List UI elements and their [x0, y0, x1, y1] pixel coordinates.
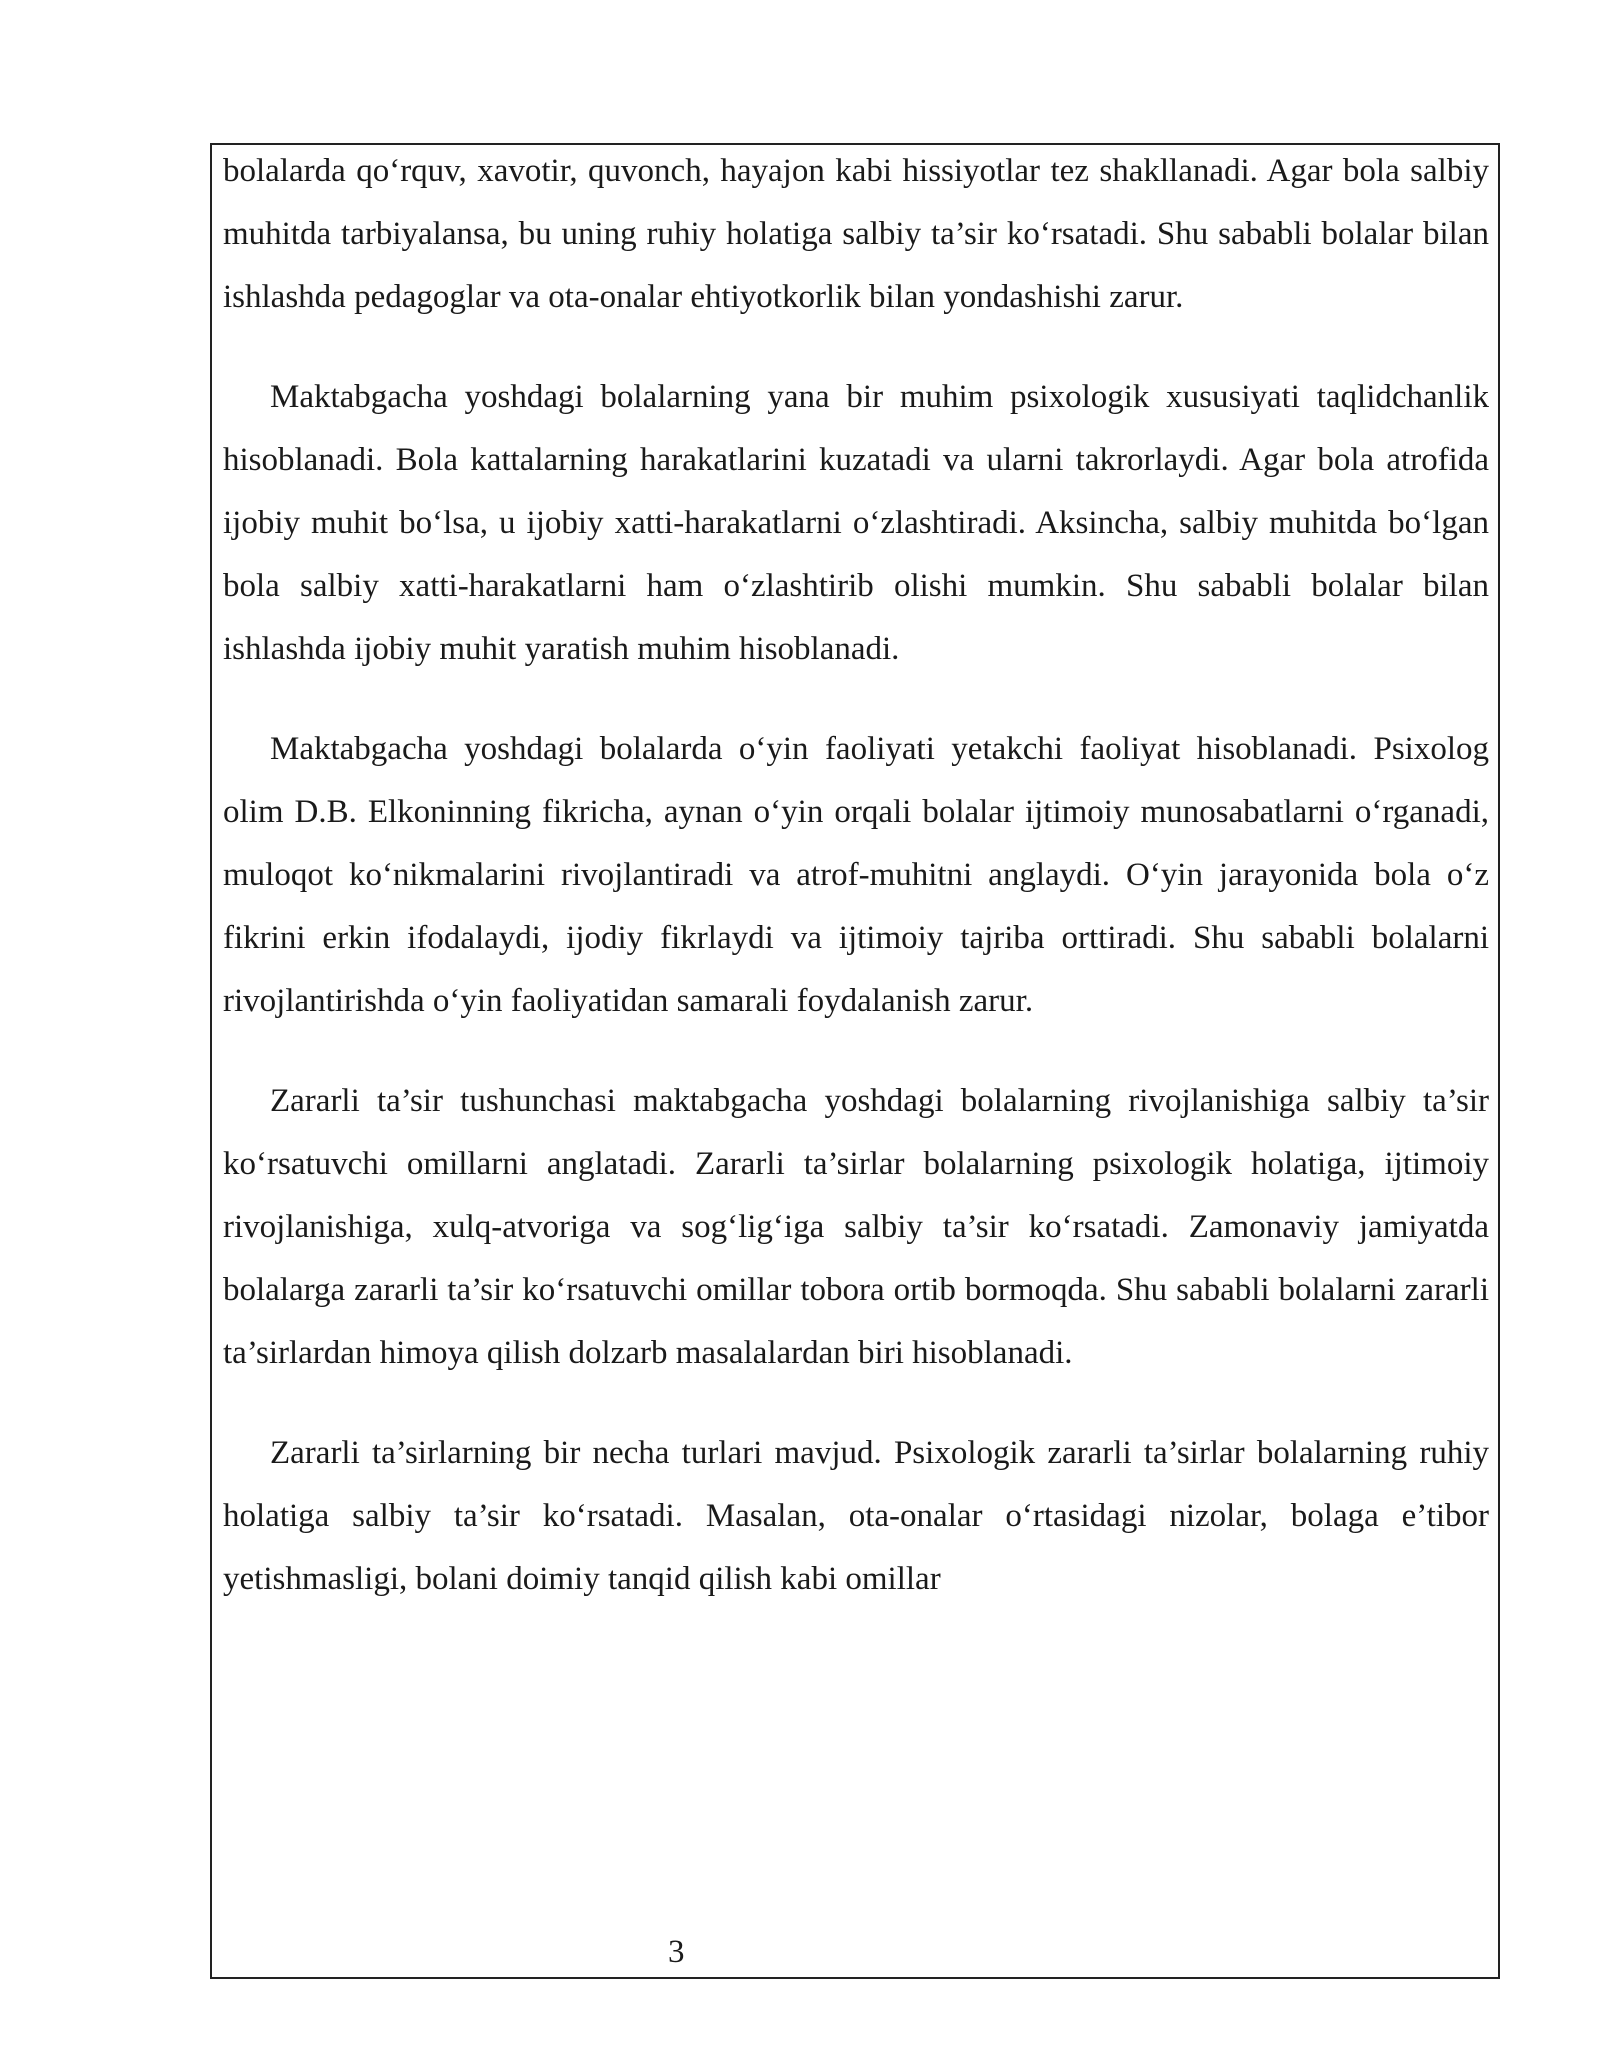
paragraph-4: Zararli ta’sir tushunchasi maktabgacha yoshdagi bolalarning rivojlanishiga salbiy ta’sir ko‘rsatuvchi omillarni anglatadi. Zararli ta’sirlar bolalarning psixologik holatiga, ijtimoiy rivojlanishiga, xulq-atvoriga va sog‘lig‘iga salbiy ta’sir ko‘rsatadi. Zamonaviy jamiyatda bolalarga zararli ta’sir ko‘rsatuvchi omillar tobora ortib bormoqda. Shu sababli bolalarni zararli ta’sirlardan himoya qilish dolzarb masalalardan biri hisoblanadi. [223, 1083, 1489, 1371]
paragraph-2: Maktabgacha yoshdagi bolalarning yana bir muhim psixologik xususiyati taqlidchanlik hisoblanadi. Bola kattalarning harakatlarini kuzatadi va ularni takrorlaydi. Agar bola atrofida ijobiy muhit bo‘lsa, u ijobiy xatti-harakatlarni o‘zlashtiradi. Aksincha, salbiy muhitda bo‘lgan bola salbiy xatti-harakatlarni ham o‘zlashtirib olishi mumkin. Shu sababli bolalar bilan ishlashda ijobiy muhit yaratish muhim hisoblanadi. [223, 379, 1489, 667]
document-body [223, 140, 1489, 1648]
paragraph-5: Zararli ta’sirlarning bir necha turlari mavjud. Psixologik zararli ta’sirlar bolalarning ruhiy holatiga salbiy ta’sir ko‘rsatadi. Masalan, ota-onalar o‘rtasidagi nizolar, bolaga e’tibor yetishmasligi, bolani doimiy tanqid qilish kabi omillar [223, 1435, 1489, 1597]
page-number: 3 [668, 1934, 685, 1970]
paragraph-1: bolalarda qo‘rquv, xavotir, quvonch, hayajon kabi hissiyotlar tez shakllanadi. Agar bola salbiy muhitda tarbiyalansa, bu uning ruhiy holatiga salbiy ta’sir ko‘rsatadi. Shu sababli bolalar bilan ishlashda pedagoglar va ota-onalar ehtiyotkorlik bilan yondashishi zarur. [223, 153, 1489, 315]
paragraph-3: Maktabgacha yoshdagi bolalarda o‘yin faoliyati yetakchi faoliyat hisoblanadi. Psixolog olim D.B. Elkoninning fikricha, aynan o‘yin orqali bolalar ijtimoiy munosabatlarni o‘rganadi, muloqot ko‘nikmalarini rivojlantiradi va atrof-muhitni anglaydi. O‘yin jarayonida bola o‘z fikrini erkin ifodalaydi, ijodiy fikrlaydi va ijtimoiy tajriba orttiradi. Shu sababli bolalarni rivojlantirishda o‘yin faoliyatidan samarali foydalanish zarur. [223, 731, 1489, 1019]
